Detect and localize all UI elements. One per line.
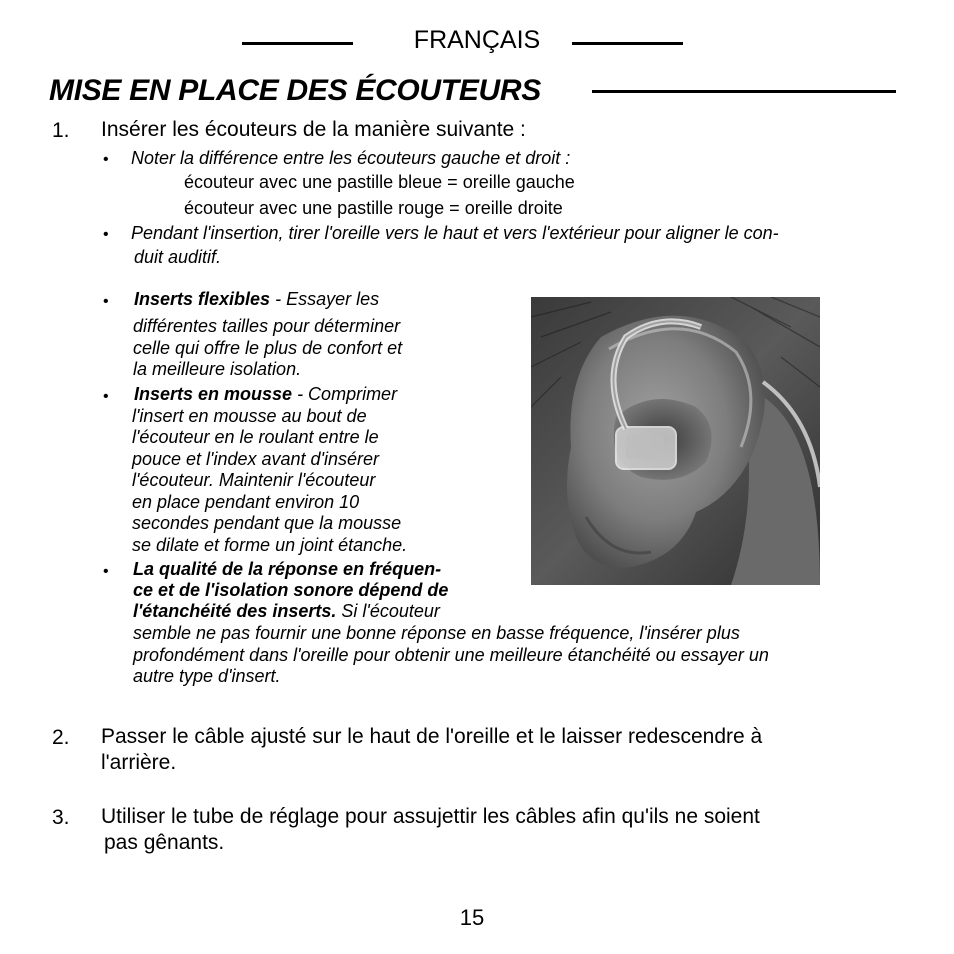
flexible-title: Inserts flexibles (134, 289, 271, 309)
foam-line-7: secondes pendant que la mousse (132, 513, 402, 533)
bullet-quality: • (103, 563, 109, 580)
bullet-foam: • (103, 388, 109, 405)
bullet-flexible: • (103, 293, 109, 310)
quality-bold-1: La qualité de la réponse en fréquen- (133, 559, 442, 579)
flexible-line-2: différentes tailles pour déterminer (133, 316, 401, 336)
note-text: Noter la différence entre les écouteurs gauche et droit : (131, 148, 571, 168)
quality-line-4: semble ne pas fournir une bonne réponse en basse fréquence, l'insérer plus (133, 623, 740, 643)
flexible-text: - Essayer les (270, 289, 380, 309)
left-ear-rule: écouteur avec une pastille bleue = oreille gauche (184, 172, 575, 192)
quality-line-5: profondément dans l'oreille pour obtenir une meilleure étanchéité ou essayer un (133, 645, 769, 665)
bullet-insertion: • (103, 226, 109, 243)
flexible-line-1 (134, 289, 379, 311)
page-number: 15 (459, 905, 485, 930)
quality-bold-2: ce et de l'isolation sonore dépend de (133, 580, 449, 600)
page-title: MISE EN PLACE DES ÉCOUTEURS (49, 74, 541, 107)
foam-text: - Comprimer (292, 384, 398, 404)
quality-bold-3: l'étanchéité des inserts. (133, 601, 337, 621)
step2-number: 2. (52, 726, 70, 749)
insertion-line-2: duit auditif. (134, 247, 222, 267)
quality-text-3: Si l'écouteur (336, 601, 440, 621)
step1-number: 1. (52, 119, 70, 142)
ear-photo (531, 297, 820, 585)
foam-line-3: l'écouteur en le roulant entre le (132, 427, 379, 447)
flexible-line-4: la meilleure isolation. (133, 359, 302, 379)
quality-line-6: autre type d'insert. (133, 666, 281, 686)
step3-line-1: Utiliser le tube de réglage pour assujettir les câbles afin qu'ils ne soient (101, 805, 760, 828)
foam-line-6: en place pendant environ 10 (132, 492, 360, 512)
quality-line-3 (133, 601, 440, 623)
right-ear-rule: écouteur avec une pastille rouge = oreille droite (184, 198, 563, 218)
foam-line-2: l'insert en mousse au bout de (132, 406, 367, 426)
header-rule-right (572, 42, 683, 45)
step3-line-2: pas gênants. (104, 831, 225, 854)
foam-line-1 (134, 384, 397, 406)
step1-text: Insérer les écouteurs de la manière suivante : (101, 118, 526, 141)
step3-number: 3. (52, 806, 70, 829)
title-rule (592, 90, 896, 93)
bullet-note: • (103, 151, 109, 168)
step2-line-2: l'arrière. (101, 751, 177, 774)
foam-line-8: se dilate et forme un joint étanche. (132, 535, 408, 555)
foam-line-4: pouce et l'index avant d'insérer (132, 449, 380, 469)
insertion-line-1: Pendant l'insertion, tirer l'oreille vers le haut et vers l'extérieur pour aligner le con- (131, 223, 779, 243)
foam-title: Inserts en mousse (134, 384, 293, 404)
step2-line-1: Passer le câble ajusté sur le haut de l'oreille et le laisser redescendre à (101, 725, 763, 748)
flexible-line-3: celle qui offre le plus de confort et (133, 338, 403, 358)
foam-line-5: l'écouteur. Maintenir l'écouteur (132, 470, 376, 490)
language-label: FRANÇAIS (413, 26, 541, 54)
